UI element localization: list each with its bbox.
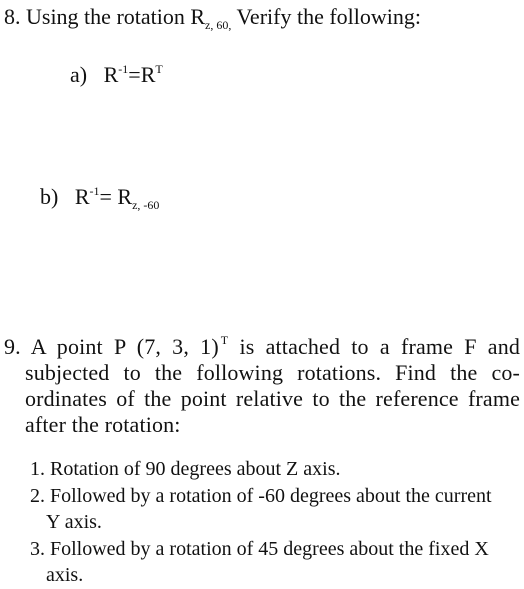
- step-number: 1.: [30, 458, 45, 480]
- rotation-subscript: z, 60,: [205, 18, 232, 32]
- step-text: Followed by a rotation of 45 degrees about the fixed X axis.: [46, 538, 489, 586]
- question-9-text-start: A point P (7, 3, 1): [30, 334, 219, 359]
- part-b-equals-r: = R: [99, 184, 133, 209]
- question-9: [4, 327, 520, 438]
- question-9-text-end: is attached to a frame F and subjected to the following rotations. Find the co-ordinates of the point relative to the reference frame after the rotation:: [25, 334, 521, 437]
- step-number: 3.: [30, 538, 45, 560]
- part-a-equals-r: =R: [128, 62, 156, 87]
- part-b-r: R: [74, 184, 90, 209]
- step-text: Followed by a rotation of -60 degrees about the current Y axis.: [46, 485, 492, 533]
- question-8-number: 8.: [4, 4, 21, 29]
- part-b-label: b): [40, 184, 59, 209]
- question-8-part-b: [40, 178, 159, 218]
- part-a-inverse-superscript: -1: [118, 62, 129, 76]
- question-9-transpose-superscript: T: [220, 333, 229, 347]
- question-9-number: 9.: [4, 334, 21, 359]
- list-item: [30, 483, 500, 535]
- part-a-transpose-superscript: T: [155, 62, 163, 76]
- list-item: [30, 456, 500, 482]
- question-8-part-a: [70, 56, 163, 88]
- step-text: Rotation of 90 degrees about Z axis.: [50, 458, 341, 480]
- part-b-rotation-subscript: z, -60: [132, 198, 160, 212]
- list-item: [30, 536, 500, 588]
- question-8-instruction: Verify the following:: [236, 4, 422, 29]
- part-b-inverse-superscript: -1: [89, 184, 100, 198]
- question-8-heading: [4, 4, 421, 38]
- rotation-steps-list: [30, 456, 500, 589]
- part-a-label: a): [70, 62, 88, 87]
- question-9-body: [4, 327, 520, 438]
- step-number: 2.: [30, 485, 45, 507]
- part-a-r: R: [103, 62, 119, 87]
- question-8-text: Using the rotation R: [26, 4, 206, 29]
